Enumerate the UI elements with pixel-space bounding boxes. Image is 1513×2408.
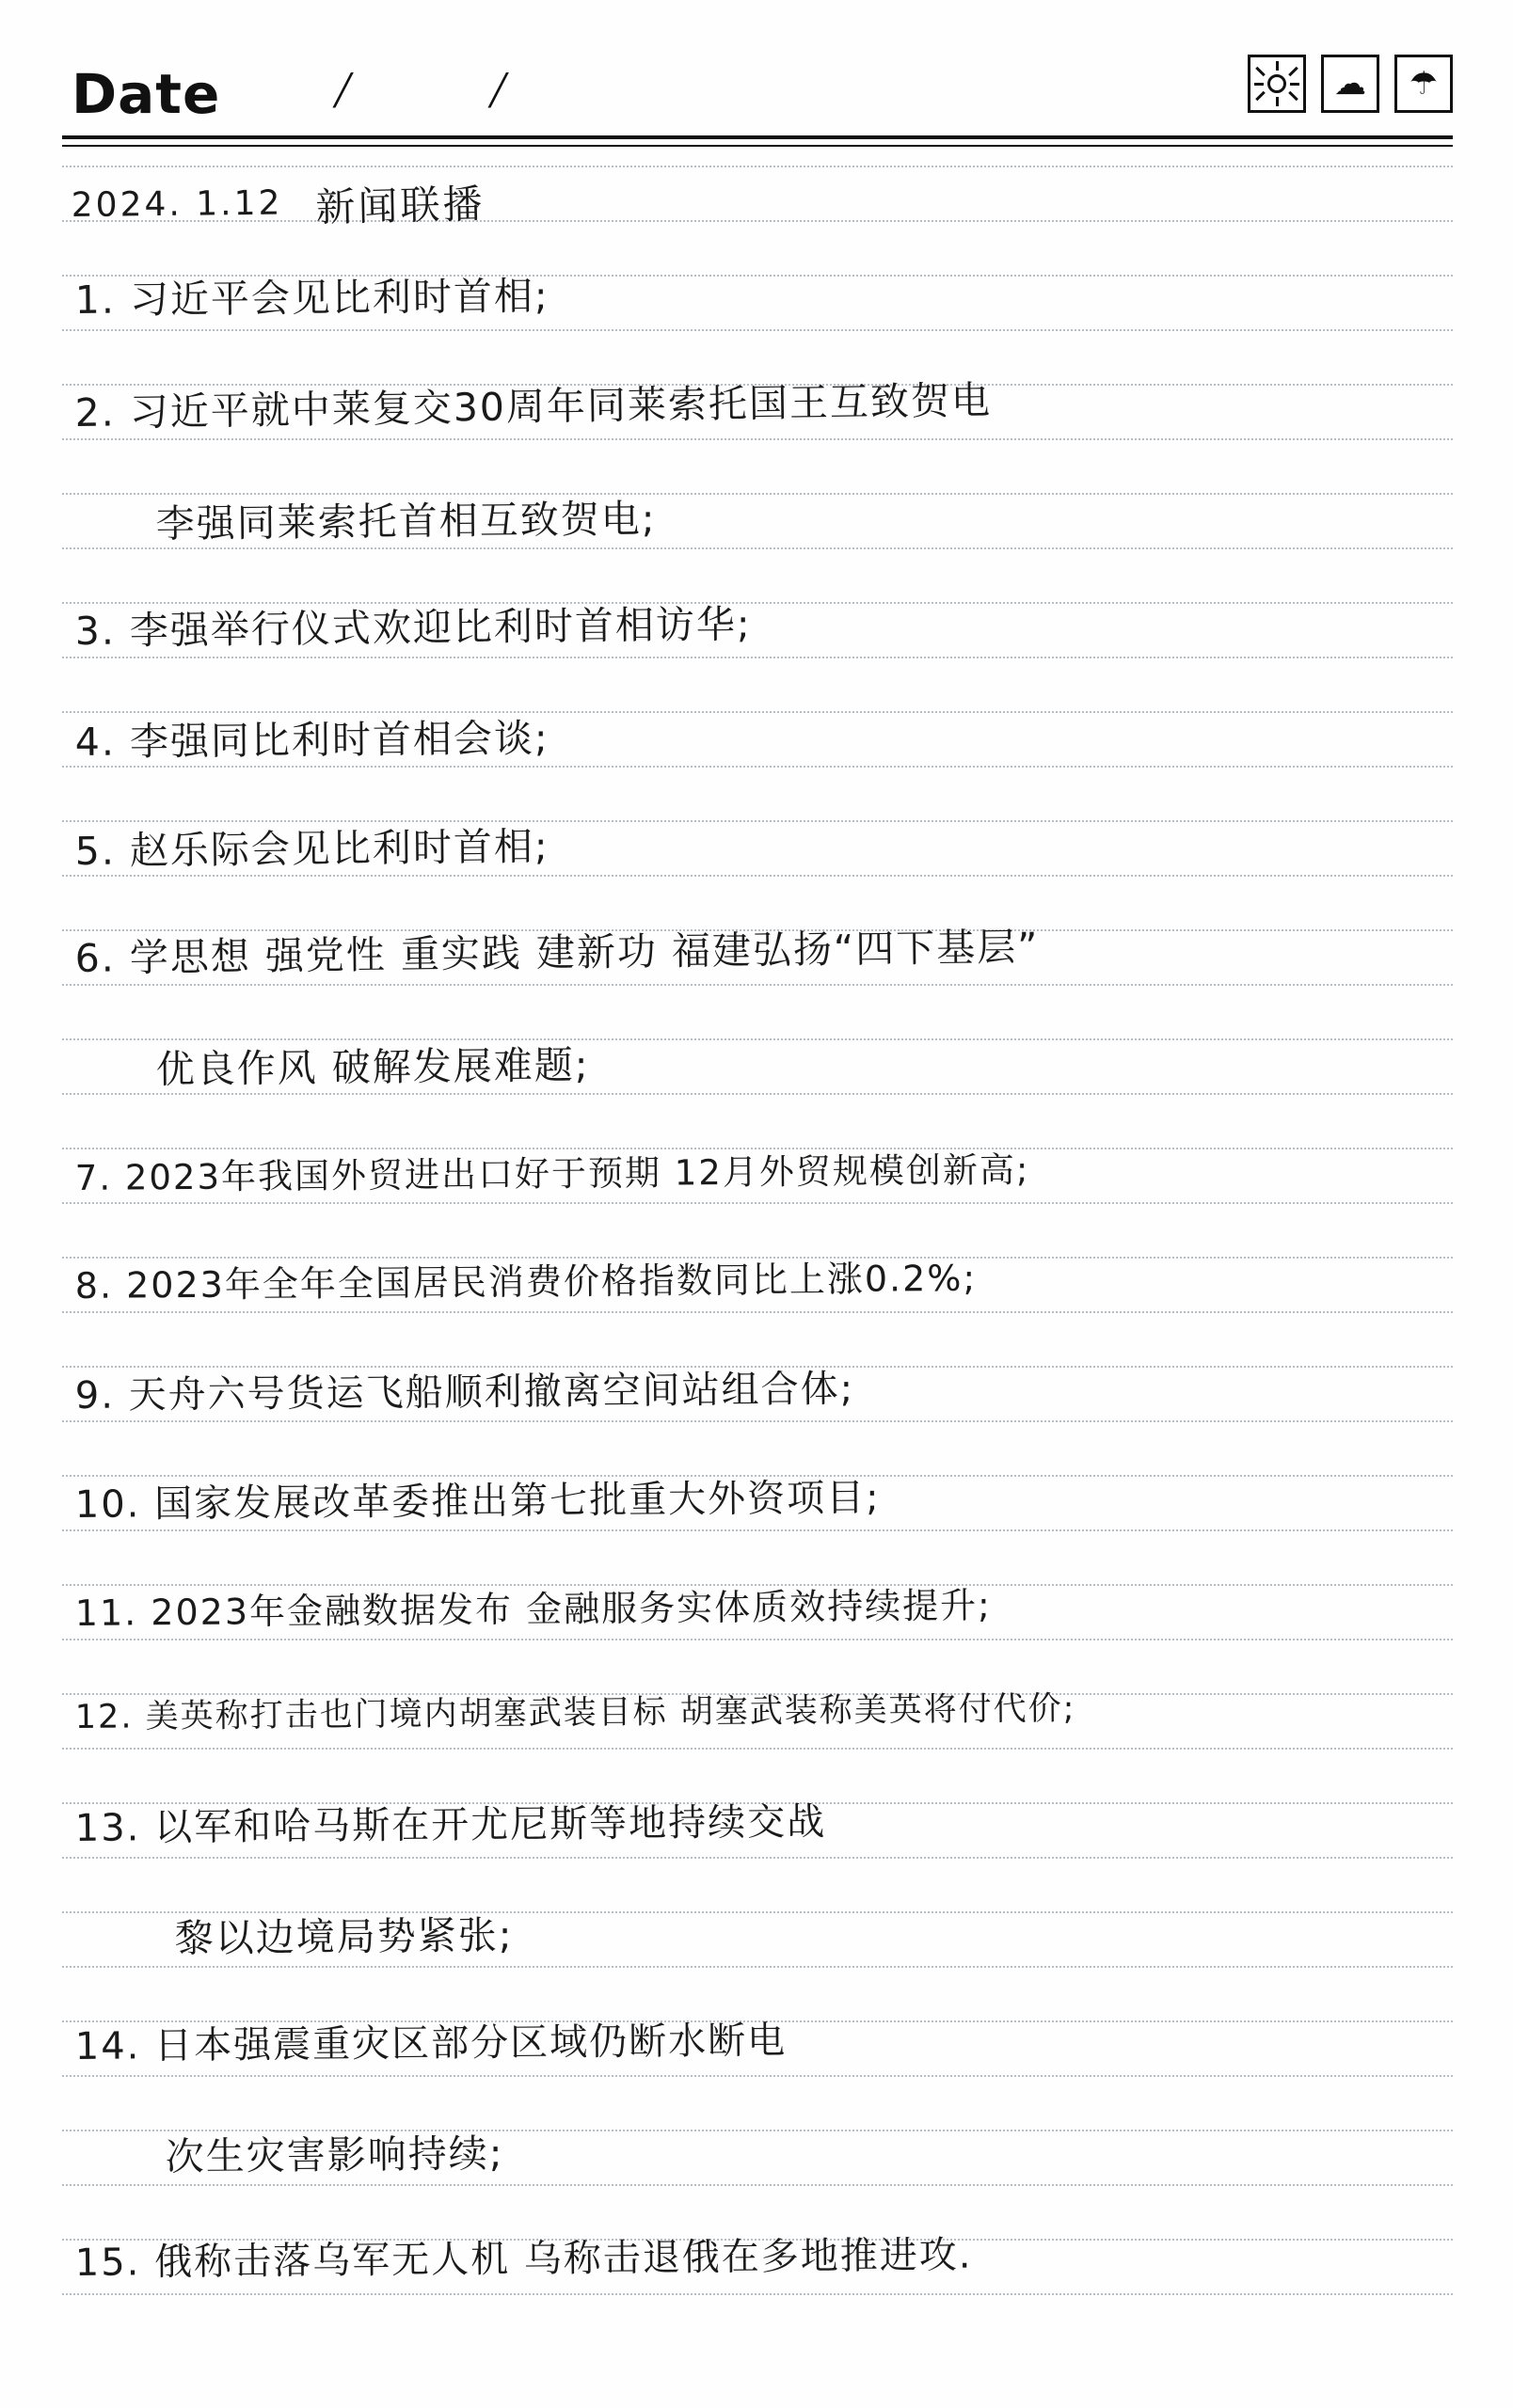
note-item-12 — [75, 1683, 1076, 1738]
note-item-6-continuation: 优良作风 破解发展难题; — [155, 1042, 590, 1093]
note-item-10 — [75, 1468, 881, 1529]
note-item-9 — [75, 1359, 855, 1419]
rule-line — [62, 657, 1453, 658]
note-item-13 — [75, 1792, 827, 1852]
note-item-1 — [74, 265, 549, 325]
note-item-15-text: 俄称击落乌军无人机 乌称击退俄在多地推进攻. — [153, 2233, 973, 2285]
note-item-15-number: 15. — [74, 2241, 141, 2285]
rule-line — [62, 984, 1453, 986]
rule-line — [62, 2293, 1453, 2295]
cloud-icon — [1321, 55, 1379, 113]
note-item-2-number: 2. — [74, 389, 117, 436]
note-item-1-number: 1. — [74, 277, 117, 324]
note-item-4-number: 4. — [74, 719, 117, 766]
note-item-1-text: 习近平会见比利时首相; — [129, 273, 549, 323]
note-item-14 — [75, 2010, 788, 2070]
note-item-14-number: 14. — [74, 2024, 141, 2068]
sun-icon — [1248, 55, 1306, 113]
rule-line — [62, 1093, 1453, 1095]
rule-line — [62, 1202, 1453, 1204]
note-item-14-text: 日本强震重灾区部分区域仍断水断电 — [153, 2019, 788, 2068]
note-item-11 — [75, 1576, 993, 1636]
note-item-3-number: 3. — [74, 608, 117, 655]
rain-icon — [1394, 55, 1453, 113]
note-item-5-number: 5. — [74, 828, 117, 875]
note-item-2-continuation: 李强同莱索托首相互致贺电; — [155, 496, 657, 547]
rule-line — [62, 166, 1453, 167]
rule-line — [62, 1529, 1453, 1531]
header-rule-top — [62, 135, 1453, 139]
note-item-3 — [74, 593, 752, 656]
rule-line — [62, 1311, 1453, 1313]
header-rule-bottom — [62, 145, 1453, 147]
rule-line — [62, 1639, 1453, 1640]
note-item-12-text: 美英称打击也门境内胡塞武装目标 胡塞武装称美英将付代价; — [145, 1689, 1076, 1736]
note-item-6-text: 学思想 强党性 重实践 建新功 福建弘扬“四下基层” — [129, 924, 1040, 981]
rule-line — [62, 766, 1453, 768]
note-item-7-number: 7. — [74, 1157, 113, 1199]
sun-core — [1267, 74, 1286, 93]
rule-line — [62, 329, 1453, 331]
note-item-13-text: 以军和哈马斯在开尤尼斯等地持续交战 — [153, 1800, 827, 1850]
rain-glyph: ☂ — [1409, 65, 1439, 103]
rule-line — [62, 438, 1453, 440]
note-item-4-text: 李强同比利时首相会谈; — [129, 715, 549, 765]
note-item-2 — [74, 369, 992, 437]
note-item-9-text: 天舟六号货运飞船顺利撤离空间站组合体; — [128, 1367, 855, 1418]
note-item-8-number: 8. — [74, 1264, 114, 1307]
note-item-5-text: 赵乐际会见比利时首相; — [129, 823, 549, 874]
note-item-10-text: 国家发展改革委推出第七批重大外资项目; — [153, 1476, 881, 1527]
rule-line — [62, 1420, 1453, 1422]
note-item-8-text: 2023年全年全国居民消费价格指数同比上涨0.2%; — [125, 1257, 978, 1307]
date-separator-2: / — [490, 61, 505, 119]
note-item-3-text: 李强举行仪式欢迎比利时首相访华; — [129, 601, 752, 654]
note-item-14-continuation: 次生灾害影响持续; — [165, 2131, 504, 2179]
date-separator-1: / — [335, 61, 350, 119]
note-item-6-number: 6. — [74, 935, 117, 982]
rule-line — [62, 1857, 1453, 1859]
note-item-2-text: 习近平就中莱复交30周年同莱索托国王互致贺电 — [129, 377, 993, 436]
page-header — [62, 55, 1453, 158]
note-item-8 — [75, 1249, 978, 1308]
note-item-9-number: 9. — [74, 1373, 116, 1418]
cloud-glyph: ☁ — [1334, 65, 1366, 103]
note-item-13-number: 13. — [74, 1806, 141, 1851]
rule-line — [62, 1748, 1453, 1750]
rule-line — [62, 1966, 1453, 1968]
note-date: 2024. 1.12 — [71, 183, 283, 225]
weather-icon-group — [1248, 55, 1453, 113]
note-item-5 — [74, 816, 549, 876]
note-item-4 — [74, 707, 549, 767]
note-title: 新闻联播 — [314, 181, 486, 231]
note-item-15 — [75, 2226, 973, 2287]
rule-line — [62, 2075, 1453, 2077]
note-item-13-continuation: 黎以边境局势紧张; — [174, 1912, 514, 1961]
date-label: Date — [72, 62, 221, 126]
rule-line — [62, 547, 1453, 549]
note-item-11-text: 2023年金融数据发布 金融服务实体质效持续提升; — [151, 1584, 993, 1634]
note-item-12-number: 12. — [74, 1698, 134, 1737]
note-item-7-text: 2023年我国外贸进出口好于预期 12月外贸规模创新高; — [124, 1149, 1030, 1198]
note-item-11-number: 11. — [74, 1592, 138, 1635]
note-item-7 — [75, 1141, 1030, 1200]
rule-line — [62, 2184, 1453, 2186]
note-item-10-number: 10. — [74, 1482, 141, 1528]
note-item-6 — [74, 915, 1039, 983]
rule-line — [62, 875, 1453, 877]
